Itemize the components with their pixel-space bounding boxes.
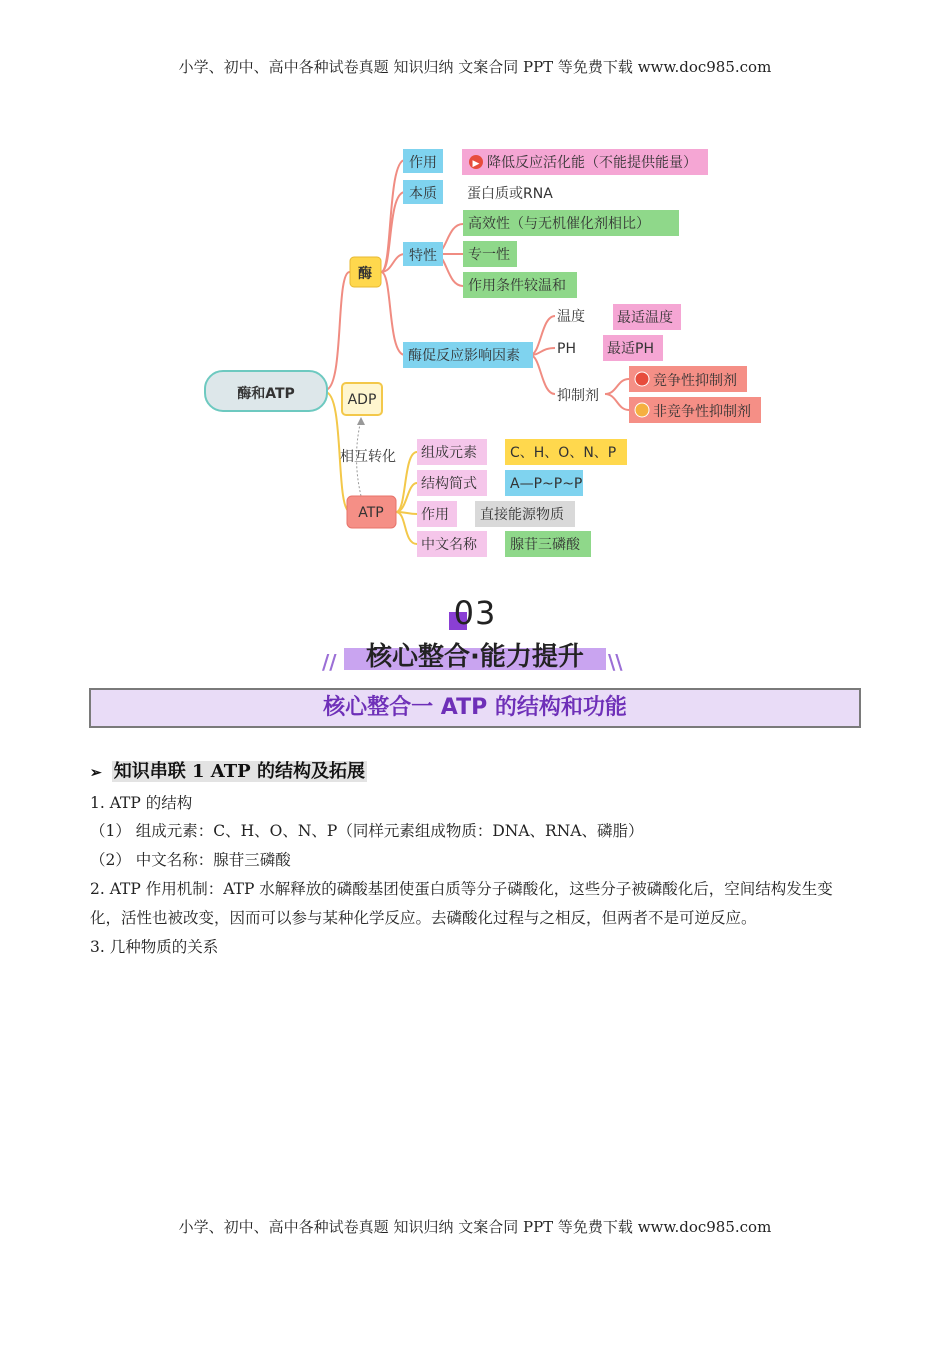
page-footer: 小学、初中、高中各种试卷真题 知识归纳 文案合同 PPT 等免费下载 www.doc985.com: [178, 1218, 772, 1236]
name-value: 腺苷三磷酸: [510, 537, 580, 553]
atp-label: ATP: [358, 505, 384, 521]
role-label: 作用: [409, 155, 437, 171]
function-label: 作用: [421, 507, 449, 523]
elements-value: C、H、O、N、P: [510, 445, 617, 461]
nature-value: 蛋白质或RNA: [467, 186, 553, 202]
body-line-4: 2. ATP 作用机制：ATP 水解释放的磷酸基团使蛋白质等分子磷酸化，这些分子被磷酸化后，空间结构发生变化，活性也被改变，因而可以参与某种化学反应。去磷酸化过程与之相反，但两者不是可逆反应。: [90, 880, 833, 927]
structure-value: A—P~P~P: [510, 476, 583, 492]
body-line-5: 3. 几种物质的关系: [90, 938, 219, 956]
knowledge-link-heading: [90, 757, 367, 783]
mind-map: [195, 130, 775, 570]
knowledge-link-text: 知识串联 1 ATP 的结构及拓展: [113, 761, 365, 782]
flag-icon: [635, 372, 649, 386]
svg-text:▶: ▶: [472, 159, 480, 169]
topic-title: 核心整合一 ATP 的结构和功能: [89, 688, 861, 728]
traits-label: 特性: [409, 248, 437, 264]
trait-1: 高效性（与无机催化剂相比）: [468, 216, 650, 232]
trait-3: 作用条件较温和: [468, 278, 566, 294]
function-value: 直接能源物质: [480, 507, 564, 523]
structure-label: 结构简式: [421, 476, 477, 492]
section-title: 核心整合·能力提升: [366, 642, 584, 672]
temp-label: 温度: [557, 309, 585, 325]
role-value: 降低反应活化能（不能提供能量）: [487, 155, 697, 171]
section-number: 03: [453, 594, 497, 632]
flag-icon: [635, 403, 649, 417]
trait-2: 专一性: [468, 247, 510, 263]
inhibitor-1: 竞争性抑制剂: [653, 373, 737, 389]
adp-label: ADP: [347, 392, 377, 408]
page-header: 小学、初中、高中各种试卷真题 知识归纳 文案合同 PPT 等免费下载 www.doc985.com: [178, 58, 772, 76]
body-line-1: 1. ATP 的结构: [90, 794, 193, 812]
body-line-3: （2） 中文名称：腺苷三磷酸: [90, 851, 291, 869]
factors-label: 酶促反应影响因素: [408, 348, 520, 364]
arrow-icon: ➢: [90, 765, 102, 781]
inhibitor-2: 非竞争性抑制剂: [653, 404, 751, 420]
body-line-2: （1） 组成元素：C、H、O、N、P（同样元素组成物质：DNA、RNA、磷脂）: [90, 822, 644, 840]
nature-label: 本质: [409, 186, 437, 202]
temp-value: 最适温度: [617, 310, 673, 326]
decor-slash-right: \\: [608, 650, 623, 674]
enzyme-label: 酶: [358, 266, 372, 282]
decor-slash-left: //: [322, 650, 337, 674]
name-label: 中文名称: [421, 537, 477, 553]
ph-label: PH: [557, 341, 576, 357]
ph-value: 最适PH: [607, 341, 654, 357]
root-label: 酶和ATP: [237, 386, 295, 402]
elements-label: 组成元素: [421, 445, 477, 461]
convert-label: 相互转化: [340, 449, 396, 465]
inhibitor-label: 抑制剂: [557, 388, 599, 404]
